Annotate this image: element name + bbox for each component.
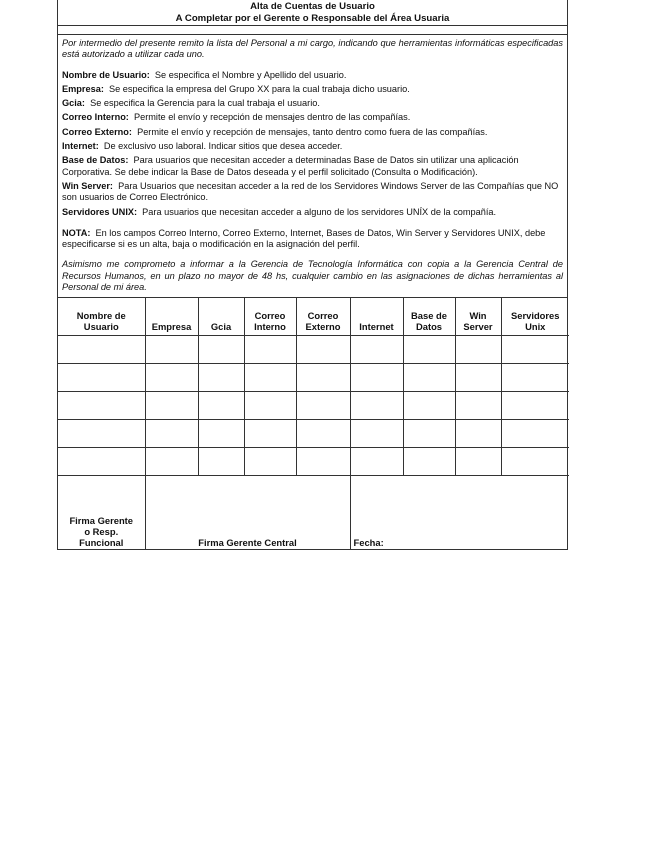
definition-text: Se especifica la Gerencia para la cual trabaja el usuario.	[90, 98, 320, 109]
signature-gerente-funcional[interactable]: Firma Gerente o Resp. Funcional	[58, 476, 145, 550]
definition-text: Para usuarios que necesitan acceder a alguno de los servidores UNÍX de la compañía.	[142, 206, 497, 217]
form-body	[58, 35, 567, 297]
table-cell[interactable]	[403, 420, 455, 448]
definition-text: Permite el envío y recepción de mensajes dentro de las compañías.	[133, 112, 411, 123]
col-header-nombre-usuario: Nombre de Usuario	[58, 298, 145, 336]
definition-win-server	[62, 181, 563, 204]
table-cell[interactable]	[145, 448, 198, 476]
definition-term: Win Server:	[62, 180, 113, 191]
definition-text: Para usuarios que necesitan acceder a determinadas Base de Datos sin utilizar una aplicación Corporativa. Se debe indicar la Base de Datos deseada y el perfil solicitado (Consulta o Modificación).	[62, 155, 519, 177]
table-cell[interactable]	[296, 392, 350, 420]
definition-servidores-unix	[62, 207, 563, 218]
definition-base-datos	[62, 155, 563, 178]
table-cell[interactable]	[403, 448, 455, 476]
definition-gcia	[62, 98, 563, 109]
definition-text: Permite el envío y recepción de mensajes, tanto dentro como fuera de las compañías.	[137, 126, 488, 137]
table-row	[58, 364, 569, 392]
table-cell[interactable]	[455, 448, 501, 476]
table-cell[interactable]	[58, 420, 145, 448]
nota-text: En los campos Correo Interno, Correo Externo, Internet, Bases de Datos, Win Server y Servidores UNIX, debe especificarse si es un alta, baja o modificación en la asignación del perfil.	[62, 227, 546, 250]
closing-paragraph: Asimismo me comprometo a informar a la Gerencia de Tecnología Informática con copia a la Gerencia Central de Recursos Humanos, en un plazo no mayor de 48 hs, cualquier cambio en las asignaciones de dichas herramientas al Personal de mi área.	[62, 259, 563, 293]
definition-correo-externo	[62, 127, 563, 138]
table-cell[interactable]	[501, 392, 569, 420]
grid-header-row	[58, 298, 569, 336]
signature-fecha[interactable]: Fecha:	[350, 476, 569, 550]
intro-paragraph: Por intermedio del presente remito la lista del Personal a mi cargo, indicando que herramientas informáticas especificadas está autorizado a utilizar cada uno.	[62, 38, 563, 60]
table-cell[interactable]	[350, 392, 403, 420]
table-cell[interactable]	[296, 364, 350, 392]
table-cell[interactable]	[198, 364, 244, 392]
definition-term: Gcia:	[62, 98, 85, 109]
col-header-correo-externo: Correo Externo	[296, 298, 350, 336]
form-header	[58, 0, 567, 26]
definition-text: Se especifica la empresa del Grupo XX para la cual trabaja dicho usuario.	[108, 83, 410, 94]
col-header-base-datos: Base de Datos	[403, 298, 455, 336]
table-cell[interactable]	[296, 336, 350, 364]
definition-correo-interno	[62, 112, 563, 123]
definition-term: Internet:	[62, 141, 99, 152]
table-cell[interactable]	[58, 336, 145, 364]
table-row	[58, 392, 569, 420]
definition-term: Nombre de Usuario:	[62, 69, 150, 80]
table-cell[interactable]	[501, 420, 569, 448]
table-cell[interactable]	[244, 392, 296, 420]
table-cell[interactable]	[501, 364, 569, 392]
table-row	[58, 420, 569, 448]
definition-term: Correo Interno:	[62, 112, 129, 123]
table-cell[interactable]	[403, 392, 455, 420]
table-cell[interactable]	[501, 448, 569, 476]
table-cell[interactable]	[403, 336, 455, 364]
col-header-servidores-unix: Servidores Unix	[501, 298, 569, 336]
table-cell[interactable]	[145, 420, 198, 448]
table-cell[interactable]	[198, 336, 244, 364]
table-cell[interactable]	[296, 420, 350, 448]
table-cell[interactable]	[198, 392, 244, 420]
user-grid-container	[58, 297, 567, 549]
table-cell[interactable]	[244, 336, 296, 364]
nota-term: NOTA:	[62, 227, 91, 238]
col-header-empresa: Empresa	[145, 298, 198, 336]
table-cell[interactable]	[145, 392, 198, 420]
definition-internet	[62, 141, 563, 152]
user-grid	[58, 298, 569, 549]
table-cell[interactable]	[58, 364, 145, 392]
table-cell[interactable]	[501, 336, 569, 364]
definition-term: Empresa:	[62, 83, 104, 94]
table-cell[interactable]	[244, 448, 296, 476]
table-cell[interactable]	[350, 336, 403, 364]
definition-text: Para Usuarios que necesitan acceder a la red de los Servidores Windows Server de las Compañías que NO son usuarios de Correo Electrónico.	[62, 180, 559, 203]
table-row	[58, 336, 569, 364]
col-header-gcia: Gcia	[198, 298, 244, 336]
table-cell[interactable]	[455, 336, 501, 364]
form-subtitle: A Completar por el Gerente o Responsable del Área Usuaria	[175, 12, 450, 24]
definition-term: Base de Datos:	[62, 155, 129, 166]
table-row	[58, 448, 569, 476]
signature-gerente-central[interactable]: Firma Gerente Central	[145, 476, 350, 550]
table-cell[interactable]	[455, 364, 501, 392]
table-cell[interactable]	[244, 420, 296, 448]
nota-paragraph	[62, 228, 563, 251]
table-cell[interactable]	[350, 420, 403, 448]
table-cell[interactable]	[145, 364, 198, 392]
table-cell[interactable]	[296, 448, 350, 476]
table-cell[interactable]	[244, 364, 296, 392]
table-cell[interactable]	[58, 448, 145, 476]
table-cell[interactable]	[198, 448, 244, 476]
table-cell[interactable]	[145, 336, 198, 364]
header-spacer	[58, 26, 567, 35]
col-header-correo-interno: Correo Interno	[244, 298, 296, 336]
col-header-internet: Internet	[350, 298, 403, 336]
table-cell[interactable]	[350, 364, 403, 392]
definition-term: Servidores UNIX:	[62, 206, 138, 217]
form-title: Alta de Cuentas de Usuario	[250, 1, 375, 12]
table-cell[interactable]	[198, 420, 244, 448]
definition-text: Se especifica el Nombre y Apellido del usuario.	[154, 69, 347, 80]
definition-empresa	[62, 84, 563, 95]
definition-nombre-usuario	[62, 70, 563, 81]
table-cell[interactable]	[350, 448, 403, 476]
table-cell[interactable]	[403, 364, 455, 392]
table-cell[interactable]	[455, 420, 501, 448]
table-cell[interactable]	[455, 392, 501, 420]
definition-term: Correo Externo:	[62, 126, 132, 137]
definition-text: De exclusivo uso laboral. Indicar sitios que desea acceder.	[103, 141, 343, 152]
signature-row	[58, 476, 569, 550]
account-request-form	[57, 0, 568, 550]
col-header-win-server: Win Server	[455, 298, 501, 336]
table-cell[interactable]	[58, 392, 145, 420]
